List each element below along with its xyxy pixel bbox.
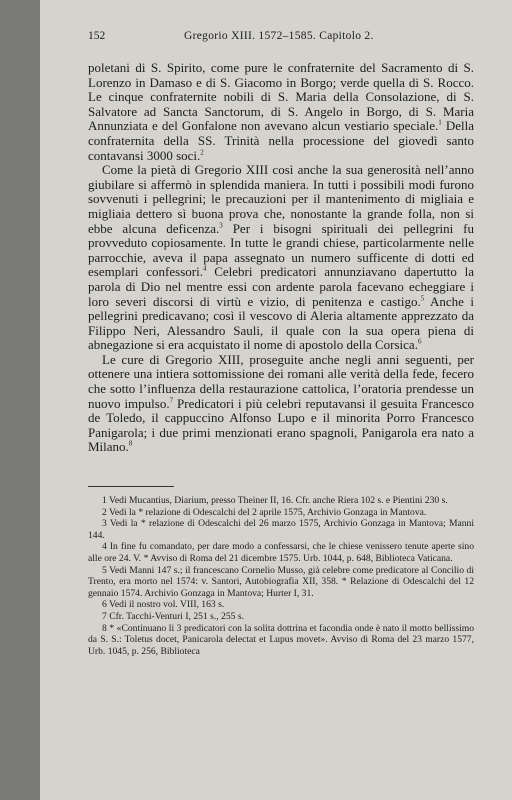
footnote-ref-4[interactable]: 4 bbox=[202, 264, 207, 273]
body-text bbox=[88, 61, 474, 455]
footnote: 1 Vedi Mucantius, Diarium, presso Theiner II, 16. Cfr. anche Riera 102 s. e Pientini 230 s. bbox=[102, 495, 448, 507]
footnote: 3 Vedi la * relazione di Odescalchi del 26 marzo 1575, Archivio Gonzaga in Mantova; Manni 144. bbox=[88, 518, 474, 541]
running-head bbox=[88, 30, 474, 48]
footnote-ref-8[interactable]: 8 bbox=[128, 440, 133, 449]
paragraph-1 bbox=[88, 61, 474, 163]
footnote-ref-7[interactable]: 7 bbox=[169, 396, 174, 405]
footnote: 7 Cfr. Tacchi-Venturi I, 251 s., 255 s. bbox=[102, 610, 244, 622]
footnote-ref-1[interactable]: 1 bbox=[438, 119, 442, 128]
footnotes bbox=[88, 495, 474, 657]
footnote-ref-2[interactable]: 2 bbox=[200, 148, 204, 157]
paragraph-2-text-2: Per i bisogni spirituali dei pellegrini fu provveduto copiosamente. In tutte le grandi chiese, particolarmente nelle parrocchie, aveva il papa assegnato un numero sufficente di dotti ed esemplari confessori. bbox=[88, 220, 474, 280]
footnote-ref-6[interactable]: 6 bbox=[417, 337, 422, 346]
paragraph-2-text-1: Come la pietà di Gregorio XIII così anche la sua generosità nell’anno giubilare si affermò in splendida maniera. In tutti i possibili modi furono sovvenuti i pellegrini; le precauzioni per il mantenimento di migliaia e migliaia dettero sì buona prova che, nonostante la grande folla, non si ebbe alcuna deficenza. bbox=[88, 162, 474, 236]
footnote: 6 Vedi il nostro vol. VIII, 163 s. bbox=[102, 599, 225, 611]
paragraph-1-text-2: Della confraternita della SS. Trinità nella processione del giovedì santo contavansi 3000 soci. bbox=[88, 118, 475, 163]
paragraph-3-text-2: Predicatori i più celebri reputavansi il gesuita Francesco de Toledo, il cappuccino Alfonso Lupo e il minorita Porro Francesco Panigarola; i due primi menzionati erano spagnoli, Panigarola era nato a Milano. bbox=[88, 395, 474, 455]
paragraph-3-text-1: Le cure di Gregorio XIII, proseguite anche negli anni seguenti, per ottenere una intiera sottomissione dei romani alle verità della fede, fecero che sotto l’influenza della restaurazione cattolica, l’oratoria prendesse un nuovo impulso. bbox=[88, 351, 474, 411]
footnote-ref-5[interactable]: 5 bbox=[420, 294, 425, 303]
paragraph-2-text-4: Anche i pellegrini predicavano; così il vescovo di Aleria altamente apprezzato da Filippo Neri, Alessandro Sauli, il quale con la sua opera piena di abnegazione si era acquistato il nome di apostolo della Corsica. bbox=[88, 293, 474, 353]
footnote: 8 * «Continuano li 3 predicatori con la solita dottrina et facondia onde è nato il motto bellissimo da S. S.: Toletus docet, Panicarola delectat et Lupus movet». Avviso di Roma del 23 marzo 1577, Urb. 1045, p. 256, Biblioteca bbox=[88, 622, 474, 657]
paragraph-2 bbox=[88, 163, 474, 353]
paragraph-3 bbox=[88, 353, 474, 455]
book-page bbox=[40, 0, 512, 800]
running-title: Gregorio XIII. 1572–1585. Capitolo 2. bbox=[184, 30, 374, 42]
footnote-ref-3[interactable]: 3 bbox=[219, 221, 223, 230]
footnote: 4 In fine fu comandato, per dare modo a confessarsi, che le chiese venissero tenute aperte sino alle ore 24. V. * Avviso di Roma del 21 dicembre 1575. Urb. 1044, p. 648, Biblioteca Vaticana. bbox=[88, 541, 474, 564]
page-number: 152 bbox=[88, 30, 106, 42]
paragraph-1-text-1: poletani di S. Spirito, come pure le confraternite del Sacramento di S. Lorenzo in Damaso e di S. Giacomo in Borgo; verde quella di S. Rocco. Le cinque confraternite nobili di S. Maria della Consolazione, di S. Salvatore ad Sancta Sanctorum, di S. Angelo in Borgo, di S. Maria Annunziata e del Gonfalone non avevano alcun vestiario speciale. bbox=[88, 60, 474, 134]
footnote: 2 Vedi la * relazione di Odescalchi del 2 aprile 1575, Archivio Gonzaga in Mantova. bbox=[102, 506, 427, 518]
paragraph-2-text-3: Celebri predicatori annunziavano dapertutto la parola di Dio nel mentre essi con ardente parola facevano echeggiare i loro severi discorsi di virtù e vizio, di penitenza e castigo. bbox=[88, 264, 474, 309]
footnote-divider bbox=[88, 486, 174, 487]
footnote: 5 Vedi Manni 147 s.; il francescano Cornelio Musso, già celebre come predicatore al Concilio di Trento, era morto nel 1574: v. Santori, Autobiografia XII, 358. * Relazione di Odescalchi del 12 gennaio 1574. Archivio Gonzaga in Mantova; Hurter I, 31. bbox=[88, 564, 474, 599]
